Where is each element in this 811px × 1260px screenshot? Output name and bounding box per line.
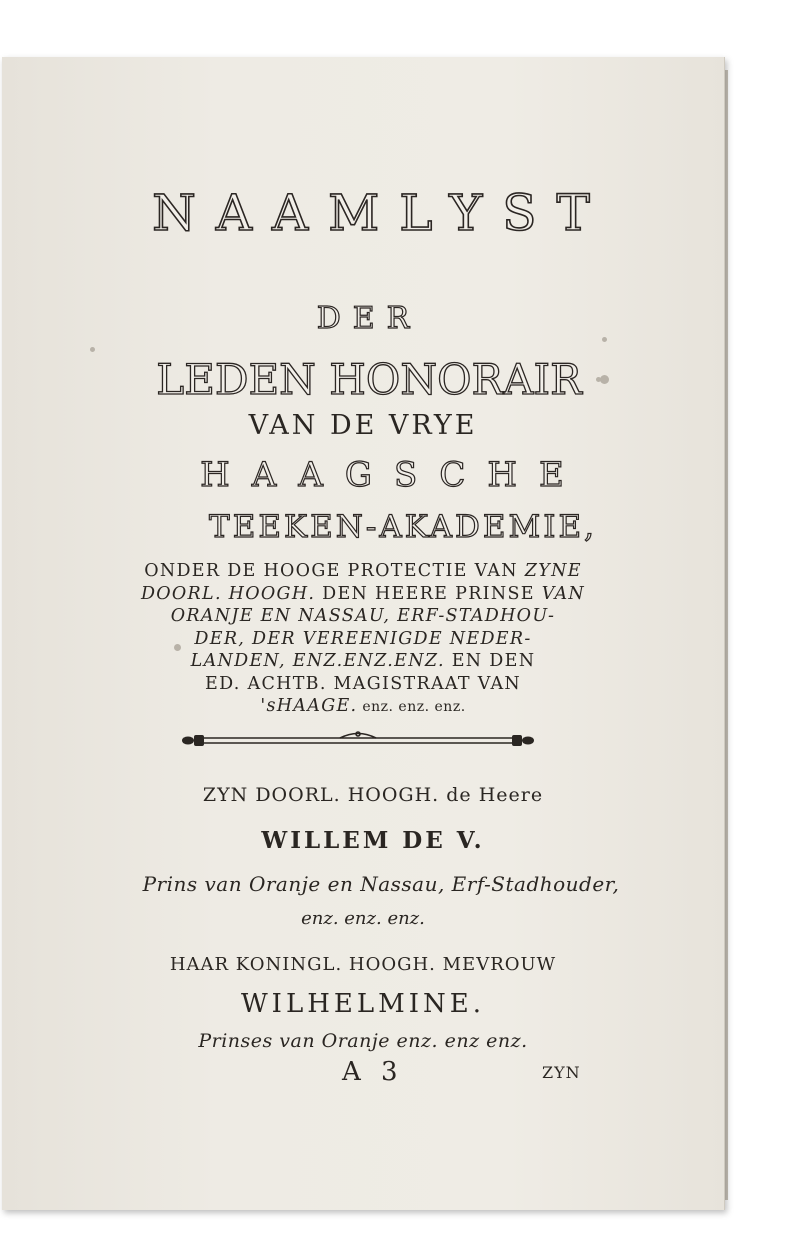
signature-mark: A 3	[342, 1057, 404, 1087]
text-run-italic: LANDEN, ENZ.ENZ.ENZ.	[190, 651, 445, 671]
text-run-italic: DER, DER VEREENIGDE NEDER-	[194, 628, 532, 649]
catchword: ZYN	[542, 1063, 581, 1082]
title-line-3: LEDEN HONORAIR	[156, 355, 582, 404]
book-page	[2, 57, 725, 1210]
member-2-style: Prinses van Oranje enz. enz enz.	[198, 1030, 528, 1052]
text-run: DEN HEERE PRINSE	[315, 583, 542, 604]
title-line-1: NAAMLYST	[152, 184, 610, 242]
foxing-spot	[602, 337, 607, 342]
ornamental-rule	[180, 727, 536, 753]
text-run: EN DEN	[444, 651, 536, 671]
protection-line	[2, 673, 724, 696]
title-line-2: DER	[316, 301, 422, 336]
member-1-title: ZYN DOORL. HOOGH. de Heere	[202, 784, 544, 806]
title-line-5: HAAGSCHE	[200, 455, 586, 495]
protection-line	[2, 583, 724, 606]
protection-line	[2, 628, 724, 651]
member-1-style: Prins van Oranje en Nassau, Erf-Stadhouder,	[142, 872, 620, 896]
title-line-6: TEEKEN-AKADEMIE,	[209, 509, 597, 545]
member-1-etc: enz. enz. enz.	[301, 908, 425, 929]
member-2-name: WILHELMINE.	[240, 989, 486, 1019]
protection-line	[2, 695, 724, 719]
member-2-title: HAAR KONINGL. HOOGH. MEVROUW	[169, 954, 557, 975]
text-run-italic: ORANJE EN NASSAU, ERF-STADHOU-	[170, 606, 556, 626]
text-run-italic: 'sHAAGE.	[260, 696, 358, 716]
protection-line	[2, 560, 724, 583]
text-run: ONDER DE HOOGE PROTECTIE VAN	[144, 561, 525, 581]
protection-line	[2, 605, 724, 628]
member-1-name: WILLEM DE V.	[261, 827, 485, 854]
foxing-spot	[90, 347, 95, 352]
text-run-italic: DOORL. HOOGH.	[140, 583, 316, 604]
text-run: enz. enz. enz.	[357, 699, 466, 715]
protection-paragraph	[2, 560, 724, 719]
text-run-italic: VAN	[541, 583, 586, 604]
protection-line	[2, 650, 724, 673]
text-run-italic: ZYNE	[524, 561, 582, 581]
title-line-4: VAN DE VRYE	[248, 410, 478, 441]
text-run: ED. ACHTB. MAGISTRAAT VAN	[205, 673, 521, 694]
